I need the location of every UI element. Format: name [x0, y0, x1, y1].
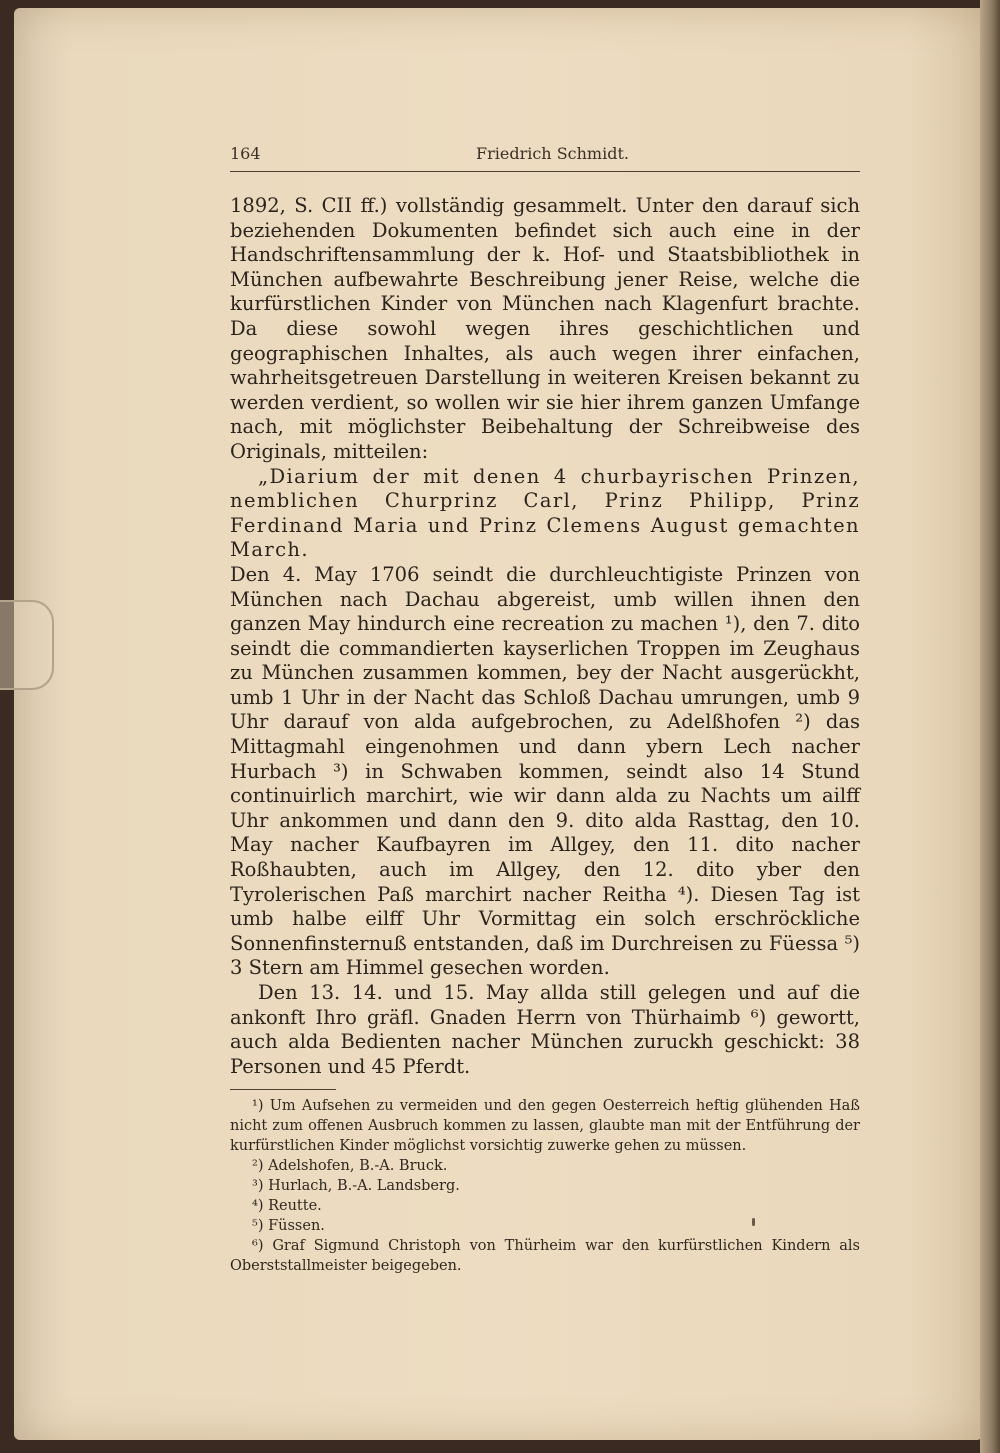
- page-content: [230, 140, 860, 1276]
- footnotes: [230, 1096, 860, 1276]
- footnote-6: ⁶) Graf Sigmund Christoph von Thürheim war den kurfürstlichen Kindern als Oberststallmeister beigegeben.: [230, 1238, 860, 1275]
- paragraph-journey: Den 4. May 1706 seindt die durchleuchtigiste Prinzen von München nach Dachau abgereist, umb willen ihnen den ganzen May hindurch eine recreation zu machen ¹), den 7. dito seindt die commandierten kayserlichen Troppen im Zeughaus zu München zusammen kommen, bey der Nacht ausgerückht, umb 1 Uhr in der Nacht das Schloß Dachau umrungen, umb 9 Uhr darauf von alda aufgebrochen, zu Adelßhofen ²) das Mittagmahl eingenohmen und dann ybern Lech nacher Hurbach ³) in Schwaben kommen, seindt also 14 Stund continuirlich marchirt, wie wir dann alda zu Nachts um ailff Uhr ankommen und dann den 9. dito alda Rasttag, den 10. May nacher Kaufbayren im Allgey, den 11. dito nacher Roßhaubten, auch im Allgey, den 12. dito yber den Tyrolerischen Paß marchirt nacher Reitha ⁴). Diesen Tag ist umb halbe eilff Uhr Vormittag ein solch erschröckliche Sonnenfinsternuß entstanden, daß im Durchreisen zu Füessa ⁵) 3 Stern am Himmel gesechen worden.: [230, 562, 860, 980]
- page-number: 164: [230, 144, 261, 163]
- page-clip-tab: [0, 600, 54, 690]
- book-edge: [980, 0, 1000, 1453]
- footnote-5: ⁵) Füssen.: [252, 1218, 325, 1235]
- running-title: Friedrich Schmidt.: [476, 144, 629, 163]
- footnote-rule: [230, 1089, 336, 1090]
- running-header: [230, 140, 860, 170]
- footnote-3: ³) Hurlach, B.-A. Landsberg.: [252, 1178, 460, 1195]
- main-text: [230, 194, 860, 1079]
- footnote-4: ⁴) Reutte.: [252, 1198, 322, 1215]
- footnote-1: ¹) Um Aufsehen zu vermeiden und den gegen Oesterreich heftig glühenden Haß nicht zum offenen Ausbruch kommen zu lassen, glaubte man mit der Entführung der kurfürstlichen Kinder möglichst vorsichtig zuwerke gehen zu müssen.: [230, 1098, 860, 1155]
- footnote-2: ²) Adelshofen, B.-A. Bruck.: [252, 1158, 448, 1175]
- paragraph-intro: 1892, S. CII ff.) vollständig gesammelt. Unter den darauf sich beziehenden Dokumenten befindet sich auch eine in der Handschriftensammlung der k. Hof- und Staatsbibliothek in München aufbewahrte Beschreibung jener Reise, welche die kurfürstlichen Kinder von München nach Klagenfurt brachte. Da diese sowohl wegen ihres geschichtlichen und geographischen Inhaltes, als auch wegen ihrer einfachen, wahrheitsgetreuen Darstellung in weiteren Kreisen bekannt zu werden verdient, so wollen wir sie hier ihrem ganzen Umfange nach, mit möglichster Beibehaltung der Schreibweise des Originals, mitteilen:: [230, 194, 860, 463]
- paragraph-diarium-title: „Diarium der mit denen 4 churbayrischen Prinzen, nemblichen Churprinz Carl, Prinz Philipp, Prinz Ferdinand Maria und Prinz Clemens August gemachten March.: [230, 464, 860, 562]
- paragraph-may-13: Den 13. 14. und 15. May allda still gelegen und auf die ankonft Ihro gräfl. Gnaden Herrn von Thürhaimb ⁶) gewortt, auch alda Bedienten nacher München zuruckh geschickt: 38 Personen und 45 Pferdt.: [230, 981, 860, 1078]
- ink-speck: [752, 1218, 755, 1226]
